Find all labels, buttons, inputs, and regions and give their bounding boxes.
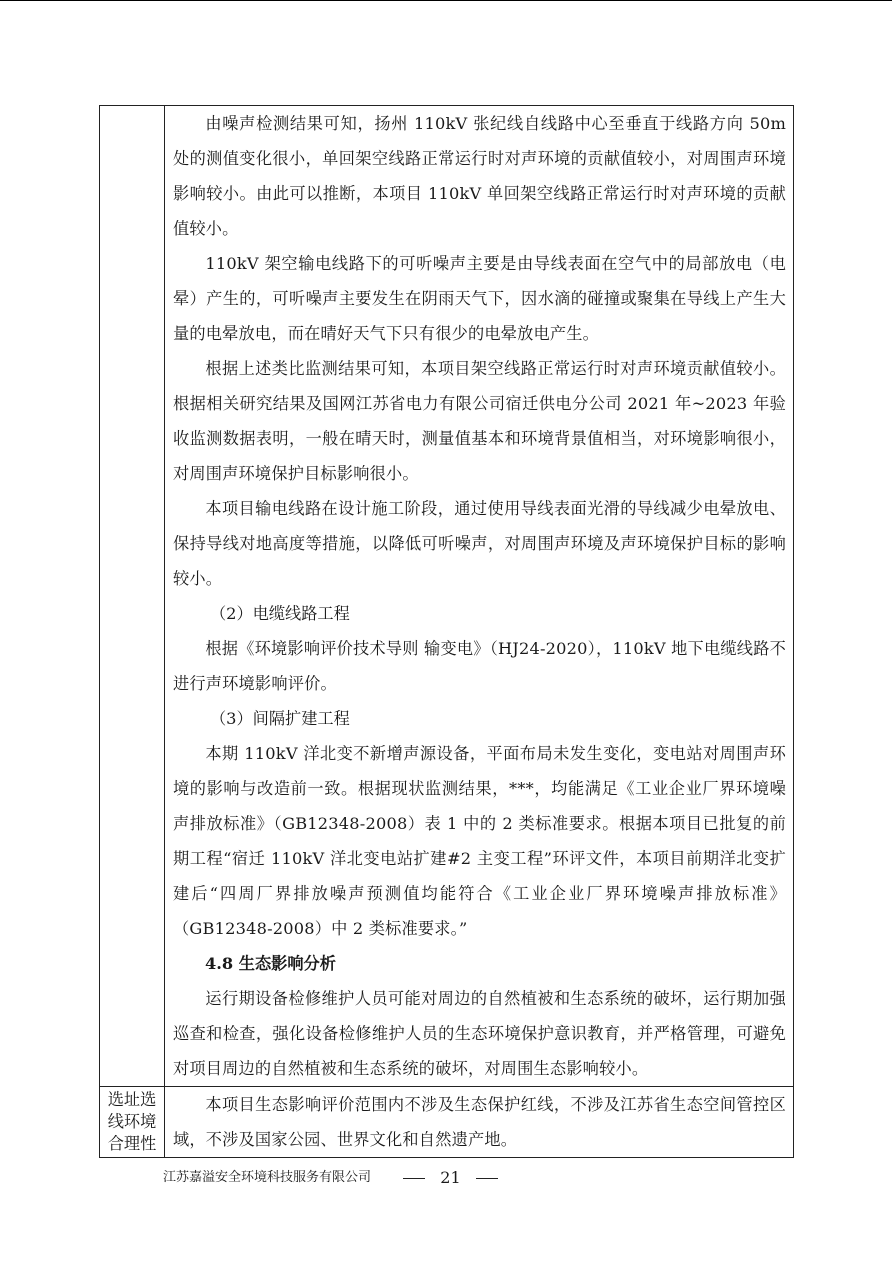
paragraph: 110kV 架空输电线路下的可听噪声主要是由导线表面在空气中的局部放电（电晕）产生的，可听噪声主要发生在阴雨天气下，因水滴的碰撞或聚集在导线上产生大量的电晕放电，而在晴好天气下只有很少的电晕放电产生。 — [173, 254, 786, 343]
table-row — [100, 106, 794, 1087]
table-row — [100, 1087, 794, 1158]
assessment-table — [99, 105, 794, 1158]
paragraph: 本项目生态影响评价范围内不涉及生态保护红线，不涉及江苏省生态空间管控区域，不涉及国家公园、世界文化和自然遗产地。 — [173, 1095, 786, 1149]
paragraph: 本项目输电线路在设计施工阶段，通过使用导线表面光滑的导线减少电晕放电、保持导线对地高度等措施，以降低可听噪声，对周围声环境及声环境保护目标的影响较小。 — [173, 499, 786, 588]
page-number: 21 — [440, 1168, 461, 1187]
paragraph: 由噪声检测结果可知，扬州 110kV 张纪线自线路中心至垂直于线路方向 50m 处的测值变化很小，单回架空线路正常运行时对声环境的贡献值较小，对周围声环境影响较小。由此可以推断，本项目 110kV 单回架空线路正常运行时对声环境的贡献值较小。 — [173, 114, 786, 238]
page-top-border — [0, 0, 892, 1]
paragraph: 运行期设备检修维护人员可能对周边的自然植被和生态系统的破坏，运行期加强巡查和检查，强化设备检修维护人员的生态环境保护意识教育，并严格管理，可避免对项目周边的自然植被和生态系统的破坏，对周围生态影响较小。 — [173, 989, 786, 1078]
page-number-block — [403, 1164, 498, 1192]
subheading-cable: （2）电缆线路工程 — [210, 604, 350, 623]
paragraph: 根据《环境影响评价技术导则 输变电》（HJ24-2020），110kV 地下电缆线路不进行声环境影响评价。 — [173, 639, 786, 693]
dash-right — [476, 1178, 498, 1179]
content-cell — [165, 1087, 794, 1158]
row-label — [100, 1087, 164, 1155]
subheading-bay: （3）间隔扩建工程 — [210, 709, 350, 728]
paragraph: 本期 110kV 洋北变不新增声源设备，平面布局未发生变化，变电站对周围声环境的影响与改造前一致。根据现状监测结果，***，均能满足《工业企业厂界环境噪声排放标准》（GB12348-2008）表 1 中的 2 类标准要求。根据本项目已批复的前期工程“宿迁 110kV 洋北变电站扩建#2 主变工程”环评文件，本项目前期洋北变扩建后“四周厂界排放噪声预测值均能符合《工业企业厂界环境噪声排放标准》（GB12348-2008）中 2 类标准要求。” — [173, 744, 786, 938]
row-label-line: 合理性 — [107, 1134, 157, 1153]
empty-label-cell — [100, 106, 165, 1087]
footer-company: 江苏嘉溢安全环境科技服务有限公司 — [163, 1170, 372, 1185]
row-label-cell — [100, 1087, 165, 1158]
row-label-line: 线环境 — [107, 1112, 157, 1131]
row-label-line: 选址选 — [107, 1090, 157, 1109]
paragraph: 根据上述类比监测结果可知，本项目架空线路正常运行时对声环境贡献值较小。根据相关研究结果及国网江苏省电力有限公司宿迁供电分公司 2021 年~2023 年验收监测数据表明，一般在晴天时，测量值基本和环境背景值相当，对环境影响很小，对周围声环境保护目标影响很小。 — [173, 359, 786, 483]
content-cell — [165, 106, 794, 1087]
dash-left — [403, 1178, 425, 1179]
page-footer — [163, 1164, 643, 1192]
section-heading-ecology: 4.8 生态影响分析 — [205, 954, 336, 973]
